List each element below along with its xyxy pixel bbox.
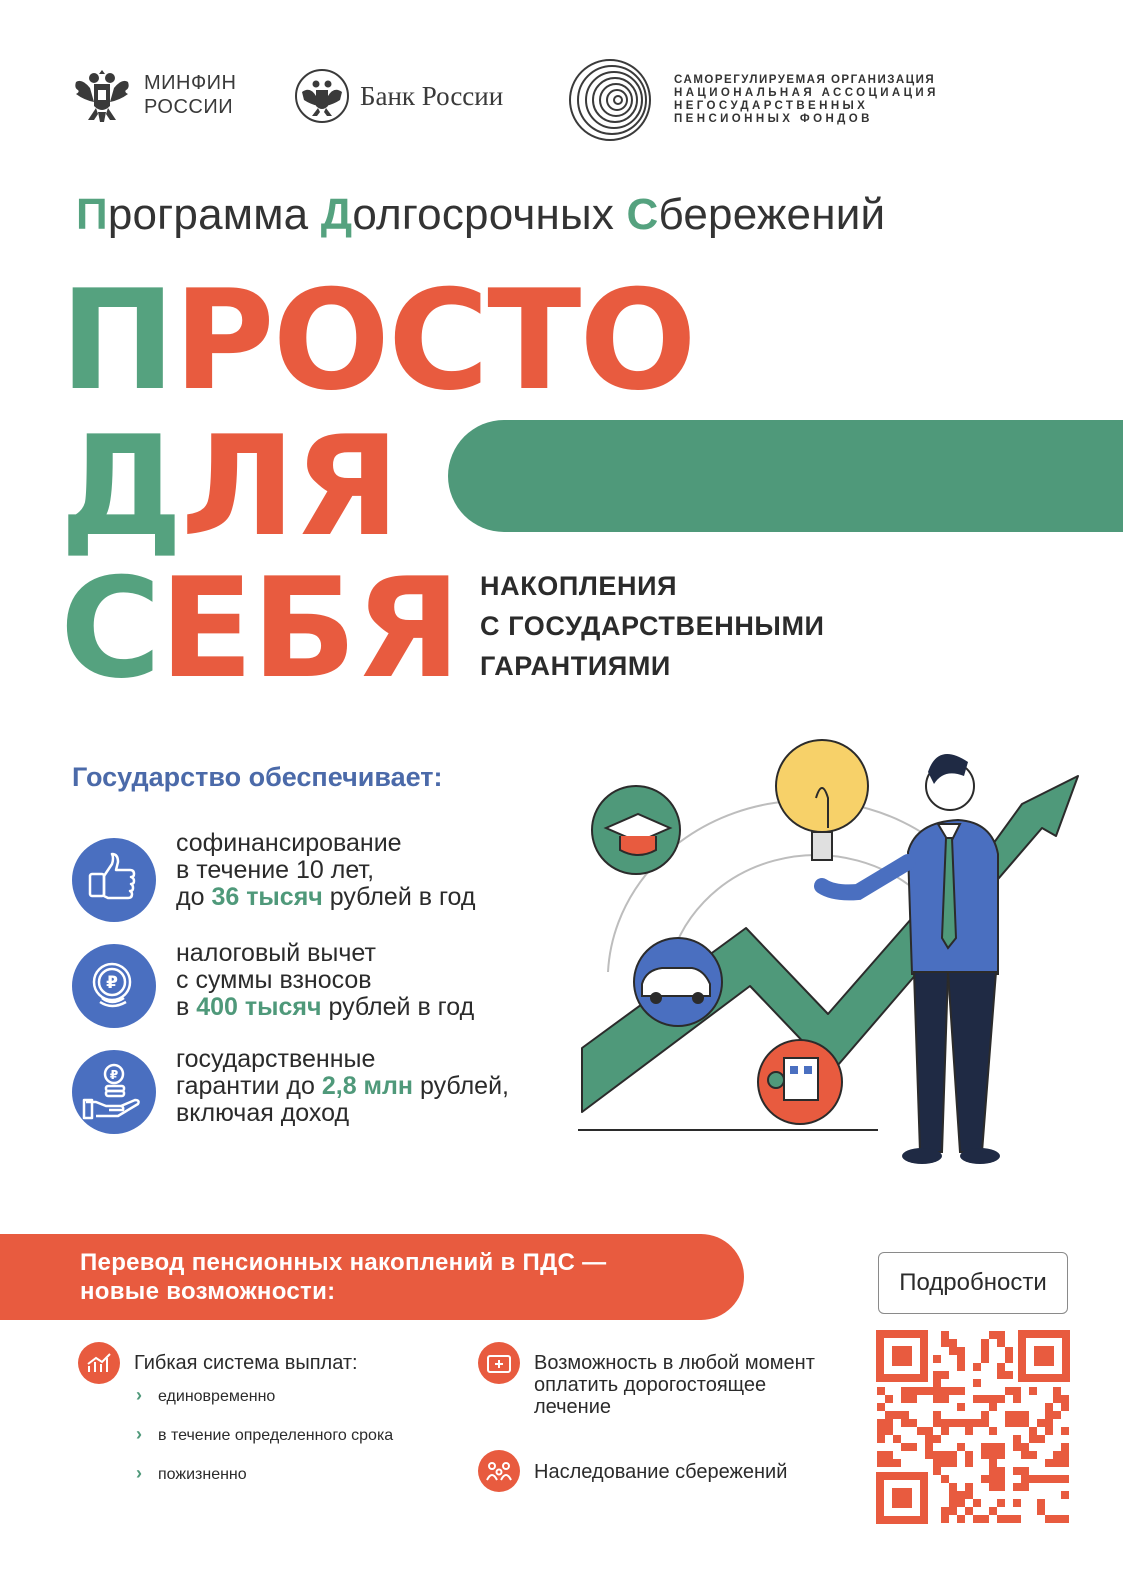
hand-with-coins-icon <box>72 1050 156 1134</box>
bank-of-russia-logo-text: Банк России <box>360 80 504 111</box>
qr-code[interactable] <box>876 1330 1070 1524</box>
bank-eagle-icon <box>294 68 350 124</box>
light-bulb-icon <box>776 740 868 860</box>
graduation-cap-icon <box>592 786 680 874</box>
family-inheritance-icon <box>478 1450 520 1492</box>
svg-text:₽: ₽ <box>109 1068 119 1082</box>
benefit-cofinancing-text: софинансирование в течение 10 лет, до 36 тысяч рублей в год <box>176 829 476 911</box>
inheritance-text: Наследование сбережений <box>534 1461 788 1483</box>
headline-line-1: ПРОСТО <box>60 260 695 421</box>
headline-line-3: СЕБЯ <box>60 548 459 709</box>
program-title: Программа Долгосрочных Сбережений <box>76 190 886 239</box>
chevron-right-icon: › <box>136 1424 142 1444</box>
subheadline: НАКОПЛЕНИЯ С ГОСУДАРСТВЕННЫМИ ГАРАНТИЯМИ <box>480 571 825 681</box>
minfin-logo-text: МИНФИН РОССИИ <box>144 72 237 118</box>
payment-option-fixed-term: › в течение определенного срока <box>136 1424 394 1444</box>
details-button[interactable]: Подробности <box>878 1252 1068 1314</box>
bank-of-russia-logo <box>294 68 503 124</box>
car-icon <box>634 938 722 1026</box>
minfin-logo <box>72 62 237 128</box>
thumbs-up-icon <box>72 838 156 922</box>
headline-line-2: ДЛЯ <box>60 406 398 567</box>
payment-option-lump-sum: › единовременно <box>136 1385 276 1405</box>
payment-option-lifetime: › пожизненно <box>136 1463 247 1483</box>
ruble-coin-icon <box>72 944 156 1028</box>
double-headed-eagle-icon <box>72 62 132 128</box>
green-accent-bar <box>448 420 1123 532</box>
state-provides-title: Государство обеспечивает: <box>72 762 443 792</box>
napf-logo <box>568 58 939 142</box>
transfer-banner-text: Перевод пенсионных накоплений в ПДС — новые возможности: <box>80 1249 607 1305</box>
benefit-tax-deduction-text: налоговый вычет с суммы взносов в 400 тысяч рублей в год <box>176 939 475 1021</box>
chevron-right-icon: › <box>136 1385 142 1405</box>
chevron-right-icon: › <box>136 1463 142 1483</box>
growth-chart-icon <box>78 1342 120 1384</box>
benefit-state-guarantee-text: государственные гарантии до 2,8 млн рублей, включая доход <box>176 1045 509 1127</box>
concentric-rings-icon <box>568 58 652 142</box>
savings-growth-illustration <box>578 732 1088 1172</box>
napf-logo-text: САМОРЕГУЛИРУЕМАЯ ОРГАНИЗАЦИЯ НАЦИОНАЛЬНАЯ АССОЦИАЦИЯ НЕГОСУДАРСТВЕННЫХ ПЕНСИОННЫХ ФОНДОВ <box>674 74 939 125</box>
flexible-payments-label: Гибкая система выплат: <box>134 1352 358 1374</box>
medical-treatment-icon <box>478 1342 520 1384</box>
house-icon <box>758 1040 842 1124</box>
partner-logos <box>72 58 972 138</box>
svg-text:₽: ₽ <box>106 973 118 993</box>
medical-treatment-text: Возможность в любой момент оплатить дорогостоящее лечение <box>534 1352 815 1418</box>
